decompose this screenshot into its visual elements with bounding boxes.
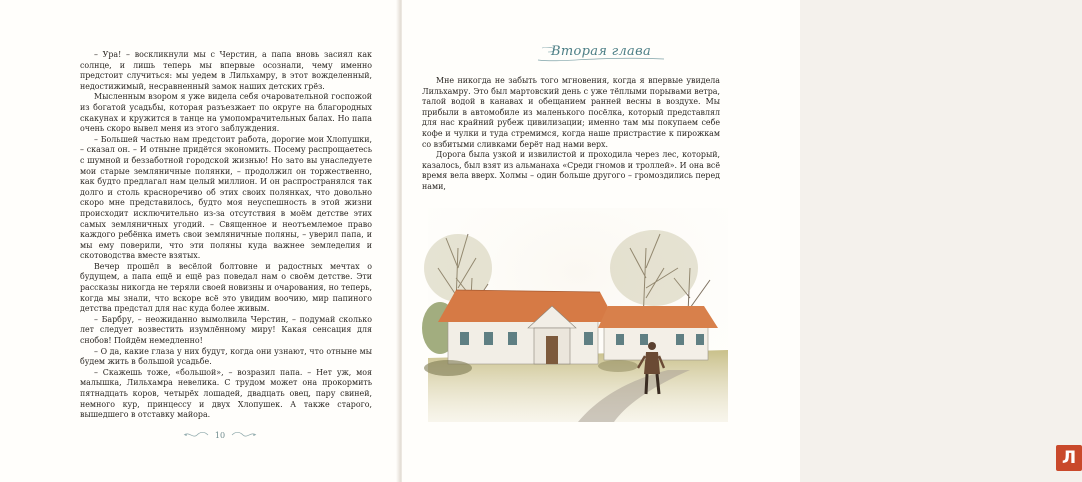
publisher-logo-letter: Л (1061, 448, 1077, 468)
paragraph: Дорога была узкой и извилистой и проходила через лес, который, казалось, был взят из альманаха «Среди гномов и троллей». И она всё время вела вверх. Холмы – один больше другого – громоздились перед нами, (422, 150, 720, 191)
paragraph: – Большей частью нам предстоит работа, дорогие мои Хлопушки, – сказал он. – И отныне придётся экономить. Посему распрощаетесь с шумной и беззаботной городской жизнью! Но зато вы унаследуете мои старые земляничные полянки, – продолжил он торжественно, как будто предлагал нам целый миллион. И он распространялся так долго и столь красноречиво об этих своих полянках, что довольно скоро мне представилось, будто моя неуспешность в этой жизни происходит исключительно из-за отсутствия в моём детстве этих самых земляничных угодий. – Священное и неотъемлемое право каждого ребёнка иметь свои земляничные поляны, – уверил папа, и мы ему поверили, что эти поляны куда важнее земледелия и скотоводства вместе взятых. (80, 134, 372, 261)
paragraph: Мысленным взором я уже видела себя очаровательной госпожой из богатой усадьбы, которая разъезжает по округе на благородных скакунах и кружится в танце на умопомрачительных балах. Но папа очень скоро вывел меня из этого заблуждения. (80, 92, 372, 134)
paragraph: Вечер прошёл в весёлой болтовне и радостных мечтах о будущем, а папа ещё и ещё раз поведал нам о своём детстве. Эти рассказы никогда не теряли своей новизны и очарования, но теперь, когда мы знали, что вскоре всё это увидим воочию, мир папиного детства предстал для нас куда более живым. (80, 261, 372, 314)
right-page (402, 0, 1077, 482)
publisher-logo (1056, 445, 1082, 471)
paragraph: Мне никогда не забыть того мгновения, когда я впервые увидела Лильхамру. Это был мартовский день с уже тёплыми порывами ветра, талой водой в канавах и обещанием ранней весны в воздухе. Мы прибыли в автомобиле из маленького посёлка, который представлял для нас крайний рубеж цивилизации; именно там мы покупаем себе кофе и чулки и туда стремимся, когда наше пристрастие к пирожкам со взбитыми сливками берёт над нами верх. (422, 76, 720, 149)
paragraph: – Ура! – воскликнули мы с Черстин, а папа вновь засиял как солнце, и лишь теперь мы впервые осознали, чему именно предстоит случиться: мы уедем в Лильхамру, в этот вожделенный, недостижимый, несравненный замок наших детских грёз. (80, 50, 372, 91)
page-folio (170, 428, 270, 442)
page-number: 10 (214, 430, 226, 440)
paragraph: – О да, какие глаза у них будут, когда они узнают, что отныне мы будем жить в большой усадьбе. (80, 346, 372, 367)
paragraph: – Барбру, – неожиданно вымолвила Черстин, – подумай сколько лет следует возвестить изумлённому миру! Какая сенсация для снобов! Пойдём немедленно! (80, 314, 372, 346)
flourish-right-icon (231, 430, 257, 440)
flourish-left-icon (183, 430, 209, 440)
farmhouse-illustration (428, 208, 728, 422)
right-page-text (422, 76, 720, 193)
left-page-text (80, 50, 372, 421)
chapter-title: Вторая глава (550, 44, 652, 59)
chapter-heading (534, 44, 668, 64)
left-page (0, 0, 398, 482)
paragraph: – Скажешь тоже, «большой», – возразил папа. – Нет уж, моя малышка, Лильхамра невелика. С трудом может она прокормить пятнадцать коров, четырёх лошадей, двадцать овец, пару свиней, немного кур, принцессу и двух Хлопушек. А также старого, вышедшего в отставку майора. (80, 367, 372, 420)
